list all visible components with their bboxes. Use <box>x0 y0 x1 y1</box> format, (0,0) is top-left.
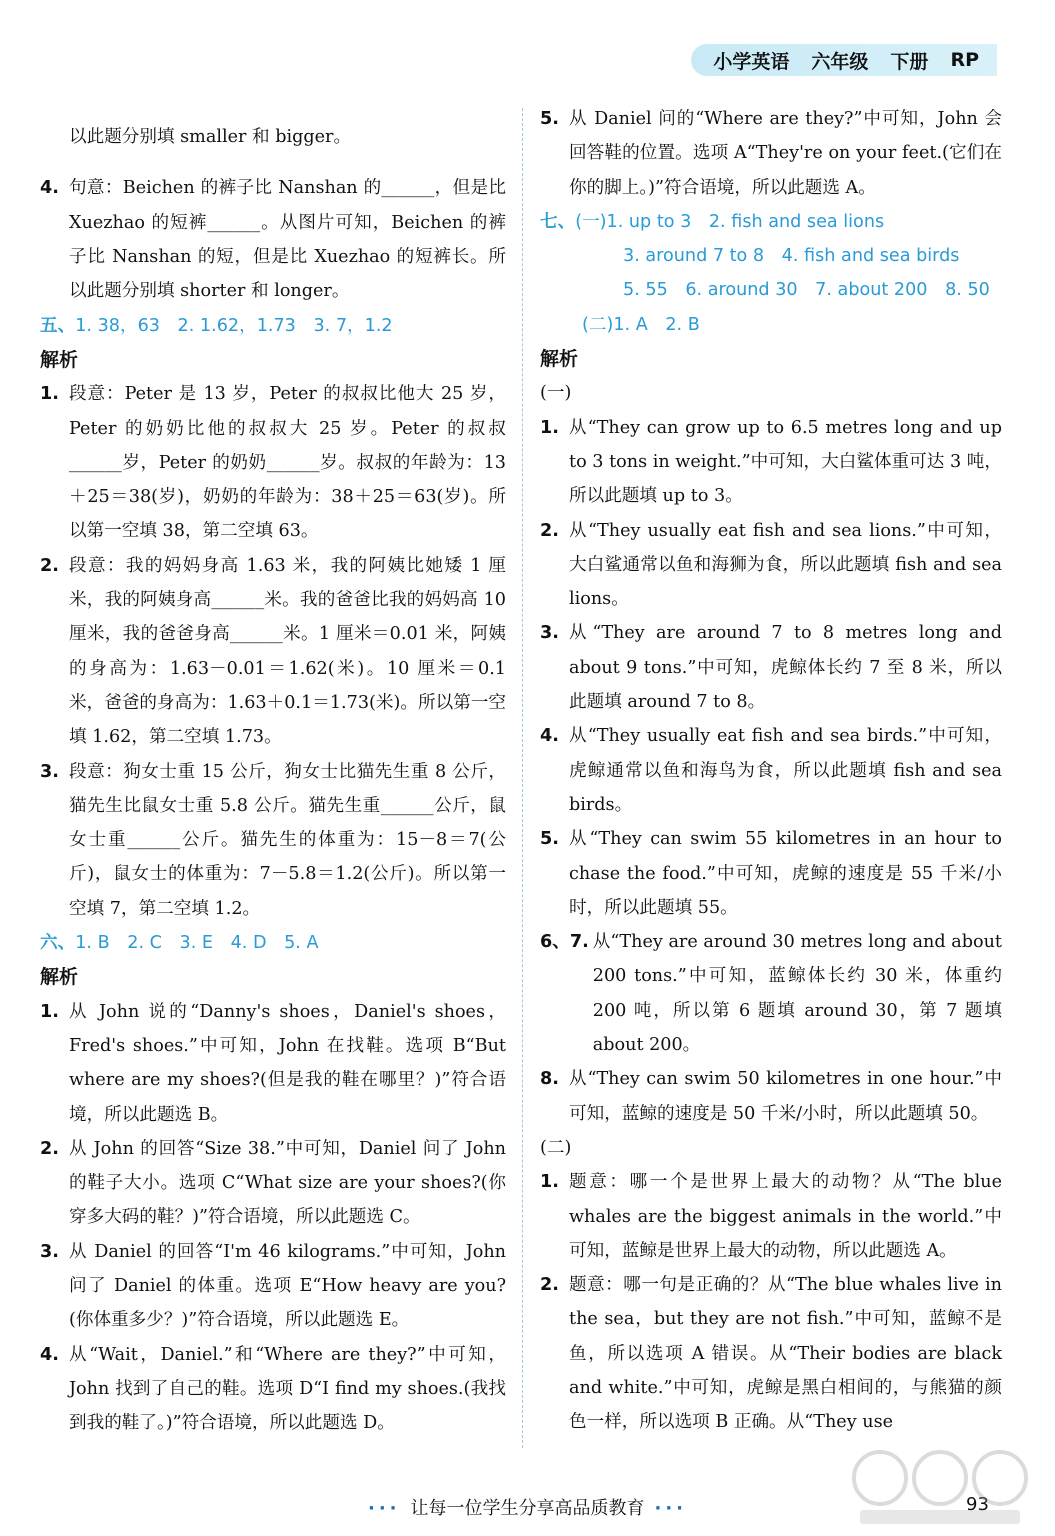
part-label: (二) <box>540 1137 572 1158</box>
list-item <box>540 616 1002 719</box>
header-edition: RP <box>950 49 979 71</box>
analysis-heading: 解析 <box>540 348 579 371</box>
section-7-answers-line: 5. 55 6. around 30 7. about 200 8. 50 <box>623 280 990 301</box>
item-text: 从 John 说的“Danny's shoes，Daniel's shoes，Fred's shoes.”中可知，John 在找鞋。选项 B“But where are my shoes?(但是我的鞋在哪里？)”符合语境，所以此题选 B。 <box>69 1001 506 1125</box>
item-text: 从“They are around 7 to 8 metres long and about 9 tons.”中可知，虎鲸体长约 7 至 8 米，所以此题填 around 7 to 8。 <box>569 623 1002 713</box>
item-number: 1. <box>40 1001 59 1022</box>
item-number: 1. <box>540 1172 559 1193</box>
item-number: 4. <box>40 1344 59 1365</box>
list-item <box>40 1132 506 1235</box>
item-text: 段意：Peter 是 13 岁，Peter 的叔叔比他大 25 岁，Peter 的奶奶比他的叔叔大 25 岁。Peter 的叔叔______岁，Peter 的奶奶______岁。叔叔的年龄为：13＋25＝38(岁)，奶奶的年龄为：38＋25＝63(岁)。所以第一空填 38，第二空填 63。 <box>69 384 506 542</box>
item-number: 4. <box>40 178 59 199</box>
footer-slogan: 让每一位学生分享高品质教育 <box>410 1498 645 1519</box>
item-text: 从 Daniel 的回答“I'm 46 kilograms.”中可知，John 问了 Daniel 的体重。选项 E“How heavy are you?(你体重多少？)”符合语境，所以此题选 E。 <box>69 1241 506 1331</box>
item-text: 从“Wait，Daniel.”和“Where are they?”中可知，John 找到了自己的鞋。选项 D“I find my shoes.(我找到我的鞋了。)”符合语境，所以此题选 D。 <box>69 1344 506 1434</box>
list-item <box>40 377 506 548</box>
section-5-answers <box>40 309 506 343</box>
header-volume: 下册 <box>890 50 929 73</box>
item-number: 3. <box>40 1241 59 1262</box>
item-number: 3. <box>540 623 559 644</box>
item-number: 5. <box>540 109 559 129</box>
item-text: 从“They usually eat fish and sea lions.”中可知，大白鲨通常以鱼和海狮为食，所以此题填 fish and sea lions。 <box>569 520 1002 610</box>
list-item <box>40 755 506 926</box>
item-text: 从“They can grow up to 6.5 metres long and up to 3 tons in weight.”中可知，大白鲨体重可达 3 吨，所以此题填 up to 3。 <box>569 417 1002 507</box>
item-number: 5. <box>540 829 559 850</box>
list-item <box>540 1268 1002 1439</box>
section-7-answers-line: 3. around 7 to 8 4. fish and sea birds <box>623 246 960 267</box>
list-item <box>540 822 1002 925</box>
header-tab <box>691 44 997 76</box>
item-text: 从 John 的回答“Size 38.”中可知，Daniel 问了 John 的鞋子大小。选项 C“What size are your shoes?(你穿多大码的鞋？)”符合语境，所以此题选 C。 <box>69 1138 506 1228</box>
section-label: 七、 <box>540 211 576 232</box>
header-subject: 小学英语 <box>713 50 790 73</box>
item-number: 4. <box>540 726 559 747</box>
page-number: 93 <box>966 1494 989 1515</box>
section-label: 六、 <box>40 933 76 954</box>
column-divider <box>522 108 523 1448</box>
list-item <box>540 1062 1002 1131</box>
answers-text: 1. 38，63 2. 1.62，1.73 3. 7，1.2 <box>75 315 393 336</box>
item-number: 1. <box>540 417 559 438</box>
item-text: 题意：哪一句是正确的？从“The blue whales live in the sea，but they are not fish.”中可知，蓝鲸不是鱼，所以选项 A 错误。从“Their bodies are black and white.”中可知，虎鲸是黑白相间的，与熊猫的颜色一样，所以选项 B 正确。从“They use <box>569 1275 1002 1433</box>
item-number: 2. <box>540 1275 559 1296</box>
list-item <box>540 925 1002 1062</box>
item-number: 1. <box>40 384 59 405</box>
section-7-answers-line: (二)1. A 2. B <box>582 314 700 335</box>
item-number: 2. <box>40 555 59 576</box>
section-7-answers <box>540 205 1002 239</box>
continued-text: 以此题分别填 smaller 和 bigger。 <box>69 126 352 147</box>
list-item <box>40 1338 506 1441</box>
right-column <box>540 102 1002 1440</box>
header-grade: 六年级 <box>811 50 869 73</box>
list-item <box>540 719 1002 822</box>
list-item <box>40 995 506 1132</box>
list-item <box>540 102 1002 205</box>
list-item <box>540 514 1002 617</box>
section-6-answers <box>40 926 506 960</box>
footer-dots-left: ··· <box>367 1498 401 1519</box>
item-text: 句意：Beichen 的裤子比 Nanshan 的______，但是比 Xuezhao 的短裤______。从图片可知，Beichen 的裤子比 Nanshan 的短，但是比 Xuezhao 的短裤长。所以此题分别填 shorter 和 longer。 <box>69 178 506 302</box>
list-item <box>40 171 506 308</box>
analysis-heading: 解析 <box>40 348 79 371</box>
left-column <box>40 102 506 1440</box>
item-text: 段意：我的妈妈身高 1.63 米，我的阿姨比她矮 1 厘米，我的阿姨身高______米。我的爸爸比我的妈妈高 10 厘米，我的爸爸身高______米。1 厘米＝0.01 米，阿姨的身高为：1.63－0.01＝1.62(米)。10 厘米＝0.1 米，爸爸的身高为：1.63＋0.1＝1.73(米)。所以第一空填 1.62，第二空填 1.73。 <box>69 555 506 748</box>
watermark-logo <box>840 1440 1040 1530</box>
answers-text: 1. B 2. C 3. E 4. D 5. A <box>75 933 319 954</box>
item-text: 从 Daniel 问的“Where are they?”中可知，John 会回答鞋的位置。选项 A“They're on your feet.(它们在你的脚上。)”符合语境，所以此题选 A。 <box>569 109 1002 198</box>
item-text: 段意：狗女士重 15 公斤，狗女士比猫先生重 8 公斤，猫先生比鼠女士重 5.8 公斤。猫先生重______公斤，鼠女士重______公斤。猫先生的体重为：15－8＝7(公斤)，鼠女士的体重为：7－5.8＝1.2(公斤)。所以第一空填 7，第二空填 1.2。 <box>69 761 506 919</box>
list-item <box>40 1235 506 1338</box>
item-number: 6、7. <box>540 932 589 953</box>
footer-dots-right: ··· <box>654 1498 688 1519</box>
item-number: 3. <box>40 761 59 782</box>
part-label: (一) <box>540 383 572 404</box>
list-item <box>540 1165 1002 1268</box>
item-text: 从“They are around 30 metres long and about 200 tons.”中可知，蓝鲸体长约 30 米，体重约 200 吨，所以第 6 题填 around 30，第 7 题填 about 200。 <box>592 932 1002 1056</box>
item-number: 2. <box>40 1138 59 1159</box>
item-text: 从“They usually eat fish and sea birds.”中可知，虎鲸通常以鱼和海鸟为食，所以此题填 fish and sea birds。 <box>569 726 1002 815</box>
section-label: 五、 <box>40 315 76 336</box>
item-number: 2. <box>540 520 559 541</box>
list-item <box>540 411 1002 514</box>
analysis-heading: 解析 <box>40 966 79 989</box>
list-item <box>40 549 506 755</box>
item-text: 从“They can swim 55 kilometres in an hour to chase the food.”中可知，虎鲸的速度是 55 千米/小时，所以此题填 55。 <box>569 829 1002 918</box>
item-number: 8. <box>540 1069 559 1090</box>
answers-line-1: (一)1. up to 3 2. fish and sea lions <box>575 211 885 232</box>
item-text: 题意：哪一个是世界上最大的动物？从“The blue whales are the biggest animals in the world.”中可知，蓝鲸是世界上最大的动物，所以此题选 A。 <box>569 1172 1002 1261</box>
item-text: 从“They can swim 50 kilometres in one hour.”中可知，蓝鲸的速度是 50 千米/小时，所以此题填 50。 <box>569 1069 1002 1124</box>
